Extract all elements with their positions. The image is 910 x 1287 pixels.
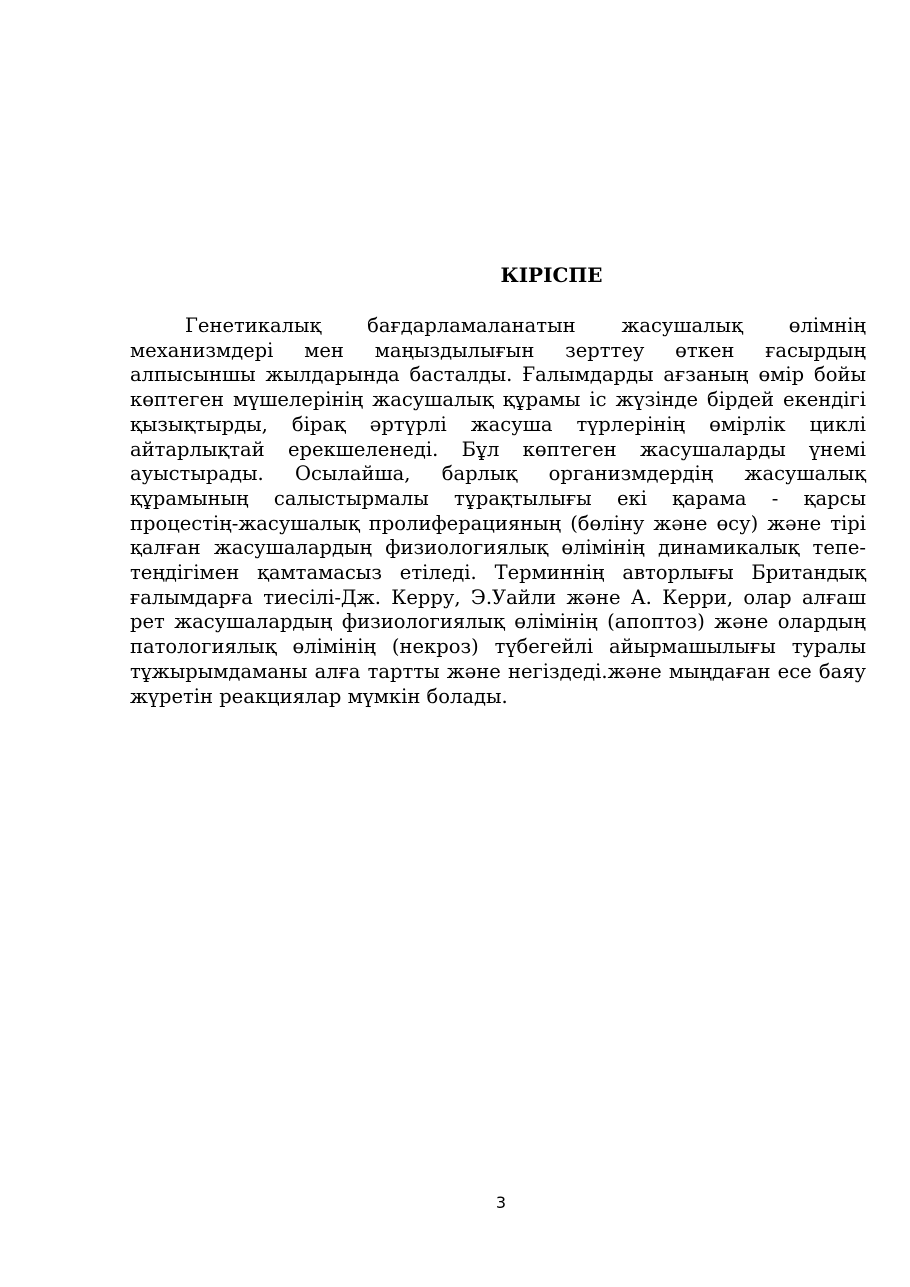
page-title: КІРІСПЕ: [500, 263, 603, 287]
page-number: 3: [495, 1193, 507, 1212]
body-paragraph: Генетикалық бағдарламаланатын жасушалық өлімнің механизмдері мен маңыздылығын зерттеу өткен ғасырдың алпысыншы жылдарында басталды. Ғалымдарды ағзаның өмір бойы көптеген мүшелерінің жасушалық құрамы іс жүзінде бірдей екендігі қызықтырды, бірақ әртүрлі жасуша түрлерінің өмірлік циклі айтарлықтай ерекшеленеді. Бұл көптеген жасушаларды үнемі ауыстырады. Осылайша, барлық организмдердің жасушалық құрамының салыстырмалы тұрақтылығы екі қарама - қарсы процестің-жасушалық пролиферацияның (бөліну және өсу) және тірі қалған жасушалардың физиологиялық өлімінің динамикалық тепе-теңдігімен қамтамасыз етіледі. Терминнің авторлығы Британдық ғалымдарға тиесілі-Дж. Керру, Э.Уайли және А. Керри, олар алғаш рет жасушалардың физиологиялық өлімінің (апоптоз) және олардың патологиялық өлімінің (некроз) түбегейлі айырмашылығы туралы тұжырымдаманы алға тартты және негіздеді.және мыңдаған есе баяу жүретін реакциялар мүмкін болады.: [130, 314, 866, 708]
